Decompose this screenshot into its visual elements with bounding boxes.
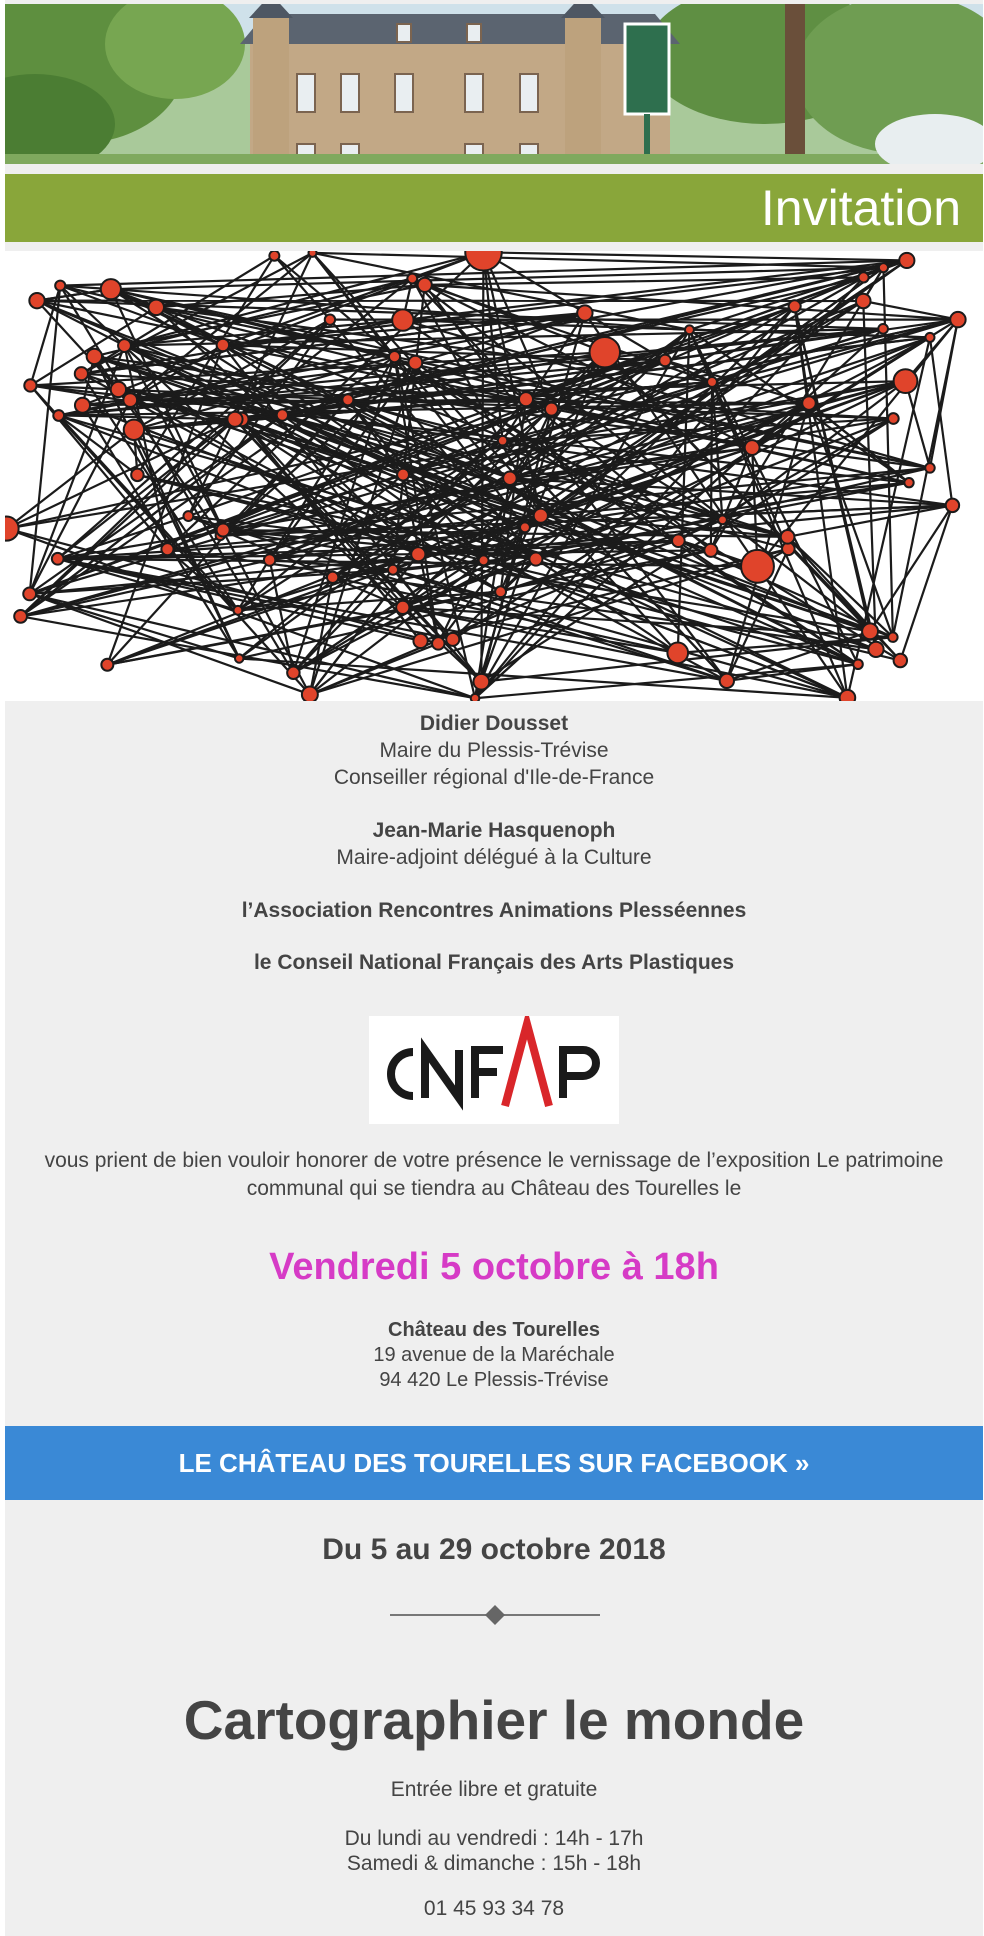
event-date: Vendredi 5 octobre à 18h: [269, 1246, 719, 1288]
network-node: [879, 263, 888, 272]
network-node: [101, 659, 113, 671]
network-edge: [30, 286, 61, 594]
host-name: le Conseil National Français des Arts Plastiques: [253, 951, 735, 974]
network-edges: [7, 252, 958, 698]
network-node: [14, 610, 27, 623]
host-role: Maire du Plessis-Trévise: [379, 739, 609, 762]
network-node: [217, 523, 230, 536]
network-node: [24, 379, 36, 391]
network-node: [878, 324, 888, 334]
network-node: [87, 349, 102, 364]
host-name: Jean-Marie Hasquenoph: [372, 819, 616, 842]
opening-hours: [5, 1826, 983, 1876]
phone-number: 01 45 93 34 78: [423, 1897, 565, 1920]
network-edge: [883, 268, 892, 638]
network-node: [53, 410, 64, 421]
host-name: l’Association Rencontres Animations Plesséennes: [241, 899, 747, 922]
network-node: [342, 394, 353, 405]
network-node: [577, 305, 592, 320]
network-node: [925, 463, 934, 472]
network-node: [465, 251, 501, 271]
exhibition-title: Cartographier le monde: [183, 1689, 805, 1751]
network-node: [234, 606, 243, 615]
network-node: [545, 403, 558, 416]
network-node: [704, 544, 717, 557]
network-node: [888, 413, 899, 424]
network-node: [75, 367, 88, 380]
chateau-illustration: [5, 4, 983, 164]
network-node: [685, 325, 694, 334]
network-node: [868, 642, 883, 657]
network-node: [894, 654, 907, 667]
venue-city: 94 420 Le Plessis-Trévise: [379, 1369, 609, 1391]
network-edge: [21, 616, 475, 698]
venue-street: 19 avenue de la Maréchale: [373, 1344, 615, 1366]
network-node: [471, 694, 480, 701]
exhibition-period: Du 5 au 29 octobre 2018: [322, 1533, 666, 1566]
diamond-divider: [390, 1604, 600, 1626]
network-node: [925, 333, 934, 342]
network-node: [534, 509, 548, 523]
chateau-photo: [5, 4, 983, 164]
network-node: [392, 309, 413, 330]
venue-name: Château des Tourelles: [388, 1319, 600, 1341]
network-node: [950, 312, 965, 327]
network-node: [858, 272, 868, 282]
network-node: [741, 550, 774, 583]
network-node: [161, 543, 173, 555]
network-node: [781, 530, 795, 544]
network-node: [899, 253, 914, 268]
network-node: [55, 281, 65, 291]
network-node: [118, 339, 131, 352]
network-node: [789, 300, 801, 312]
network-node: [862, 623, 878, 639]
network-node: [408, 356, 422, 370]
hours-weekday: Du lundi au vendredi : 14h - 17h: [344, 1827, 644, 1850]
network-node: [75, 398, 90, 413]
network-node: [124, 420, 144, 440]
network-node: [302, 686, 318, 701]
network-node: [720, 674, 734, 688]
hosts-section: [5, 710, 983, 976]
network-node: [29, 293, 44, 308]
network-node: [672, 534, 685, 547]
network-node: [407, 274, 417, 284]
network-node: [802, 396, 815, 409]
network-node: [446, 633, 459, 646]
network-node: [148, 300, 164, 316]
network-node: [397, 469, 409, 481]
network-node: [840, 690, 856, 701]
network-node: [325, 314, 335, 324]
hours-weekend: Samedi & dimanche : 15h - 18h: [346, 1852, 642, 1875]
host-name: Didier Dousset: [419, 712, 569, 735]
network-node: [269, 251, 279, 261]
host-role: Maire-adjoint délégué à la Culture: [336, 846, 652, 869]
network-node: [894, 369, 918, 393]
network-node: [418, 278, 432, 292]
email-body: [5, 0, 983, 1936]
network-node: [946, 499, 959, 512]
network-node: [413, 634, 427, 648]
network-edge: [30, 594, 240, 659]
network-edge: [900, 505, 952, 660]
network-node: [131, 469, 143, 481]
network-edge: [30, 415, 283, 594]
invitation-banner: [5, 174, 983, 242]
network-node: [473, 674, 489, 690]
network-node: [264, 554, 275, 565]
facebook-button[interactable]: LE CHÂTEAU DES TOURELLES SUR FACEBOOK »: [5, 1426, 983, 1500]
network-node: [853, 659, 863, 669]
network-node: [888, 632, 898, 642]
network-node: [101, 279, 121, 299]
network-node: [227, 412, 242, 427]
network-node: [411, 547, 425, 561]
network-node: [183, 511, 193, 521]
network-node: [718, 515, 727, 524]
network-node: [309, 251, 317, 257]
network-node: [498, 436, 508, 446]
network-node: [479, 555, 489, 565]
network-node: [667, 643, 688, 664]
network-edge: [870, 505, 952, 631]
invitation-text: vous prient de bien vouloir honorer de votre présence le vernissage de l’exposition Le patrimoine communal qui se tiendra au Château des Tourelles le: [44, 1149, 944, 1200]
network-graph-illustration: [5, 251, 983, 701]
network-node: [519, 392, 533, 406]
network-node: [707, 377, 717, 387]
network-node: [745, 440, 760, 455]
host-role: Conseiller régional d'Ile-de-France: [333, 766, 655, 789]
network-node: [388, 565, 398, 575]
cnfap-logo: [369, 1016, 619, 1124]
cnfap-logo-image: [369, 1016, 619, 1124]
network-node: [287, 667, 299, 679]
network-node: [904, 478, 913, 487]
network-node: [123, 393, 137, 407]
network-node: [52, 553, 64, 565]
network-node: [590, 337, 620, 367]
venue-address: [5, 1318, 983, 1393]
network-node: [520, 522, 530, 532]
network-node: [111, 382, 126, 397]
network-node: [277, 409, 288, 420]
entry-info: Entrée libre et gratuite: [390, 1778, 598, 1801]
diamond-icon: [390, 1604, 600, 1626]
network-node: [235, 654, 243, 662]
network-node: [389, 351, 400, 362]
network-node: [327, 572, 338, 583]
network-node: [217, 339, 230, 352]
network-node: [529, 552, 542, 565]
network-node: [432, 637, 445, 650]
network-node: [23, 587, 36, 600]
network-node: [495, 586, 506, 597]
network-node: [503, 471, 517, 485]
network-artwork: [5, 251, 983, 701]
network-node: [856, 294, 871, 309]
network-node: [396, 601, 409, 614]
network-edge: [313, 253, 690, 330]
network-node: [659, 355, 671, 367]
banner-title: Invitation: [760, 180, 961, 236]
